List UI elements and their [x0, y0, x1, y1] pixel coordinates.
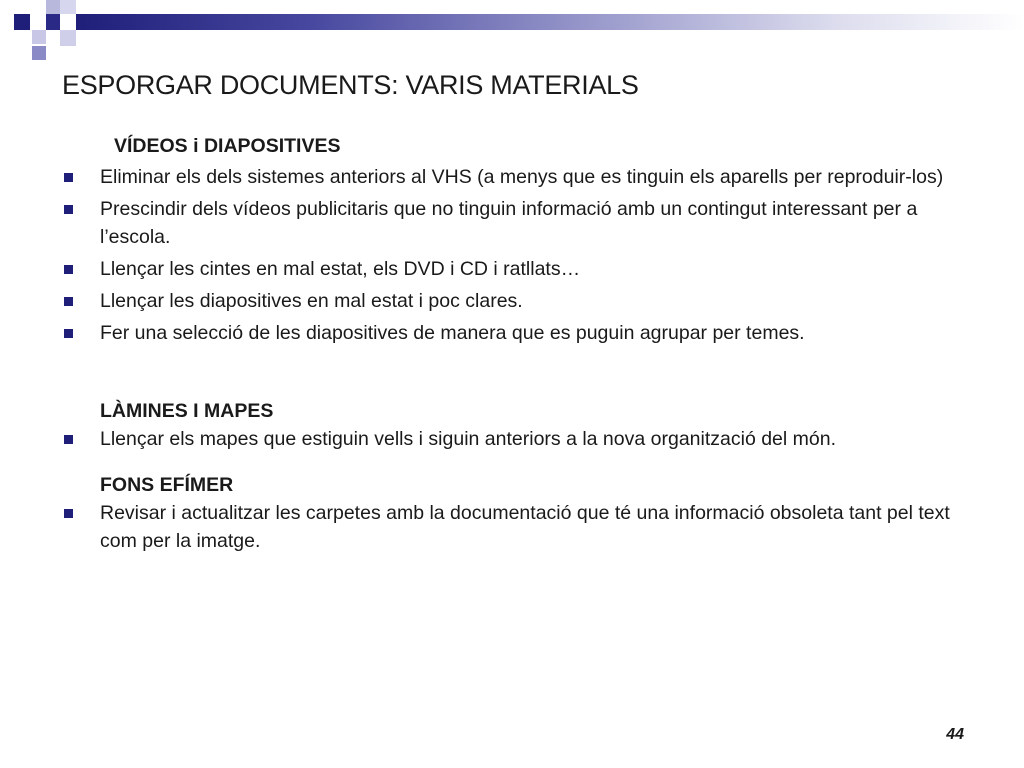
bullet-text: Fer una selecció de les diapositives de manera que es puguin agrupar per temes. — [100, 322, 805, 344]
section-heading-maps: LÀMINES I MAPES — [100, 400, 274, 422]
square-bullet-icon — [64, 435, 73, 444]
decorative-square — [14, 14, 30, 30]
bullet-item — [62, 425, 962, 453]
bullet-text: Llençar les diapositives en mal estat i poc clares. — [100, 290, 523, 312]
spacer — [62, 457, 962, 471]
bullet-item — [62, 163, 962, 191]
bullet-item — [62, 287, 962, 315]
bullet-text: Prescindir dels vídeos publicitaris que no tinguin informació amb un contingut interessant per a l’escola. — [100, 198, 918, 248]
square-bullet-icon — [64, 205, 73, 214]
decorative-square — [32, 30, 46, 44]
slide-body — [62, 132, 962, 559]
square-bullet-icon — [64, 173, 73, 182]
decorative-square — [60, 30, 76, 46]
decorative-square — [46, 14, 60, 30]
bullet-text: Llençar els mapes que estiguin vells i siguin anteriors a la nova organització del món. — [100, 428, 836, 450]
section-heading-ephemeral: FONS EFÍMER — [100, 474, 234, 496]
decorative-square — [60, 0, 76, 14]
spacer — [62, 351, 962, 397]
square-bullet-icon — [64, 329, 73, 338]
square-bullet-icon — [64, 265, 73, 274]
slide-title: ESPORGAR DOCUMENTS: VARIS MATERIALS — [62, 70, 639, 100]
bullet-text: Revisar i actualitzar les carpetes amb la documentació que té una informació obsoleta tant pel text com per la imatge. — [100, 502, 950, 552]
decorative-square — [46, 0, 60, 14]
bullet-item — [62, 255, 962, 283]
header-gradient-bar — [76, 14, 1024, 30]
bullet-text: Eliminar els dels sistemes anteriors al VHS (a menys que es tinguin els aparells per reproduir-los) — [100, 166, 944, 188]
square-bullet-icon — [64, 297, 73, 306]
bullet-item — [62, 195, 962, 251]
section-heading-videos: VÍDEOS i DIAPOSITIVES — [114, 135, 341, 157]
square-bullet-icon — [64, 509, 73, 518]
bullet-text: Llençar les cintes en mal estat, els DVD i CD i ratllats… — [100, 258, 581, 280]
bullet-item — [62, 499, 962, 555]
decorative-square — [32, 46, 46, 60]
page-number: 44 — [946, 726, 964, 743]
bullet-item — [62, 319, 962, 347]
